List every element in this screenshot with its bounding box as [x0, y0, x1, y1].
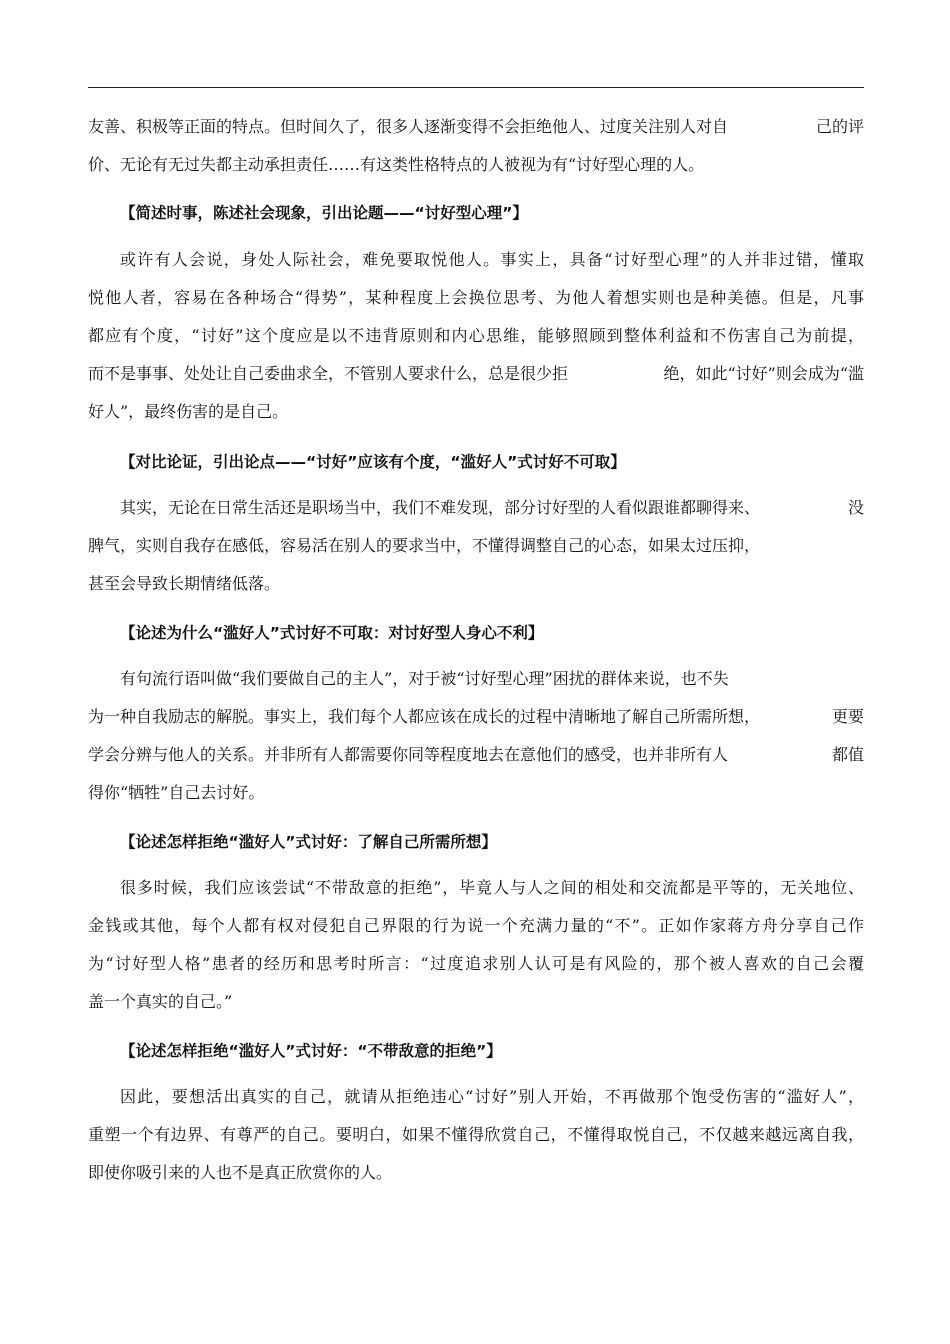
line-text: 重塑一个有边界、有尊严的自己。要明白，如果不懂得欣赏自己，不懂得取悦自己，不仅越来越远离自我，: [88, 1125, 864, 1144]
section-annotation: [120, 202, 528, 224]
line-text: 学会分辨与他人的关系。并非所有人都需要你同等程度地去在意他们的感受，也并非所有人: [88, 745, 729, 764]
line-text: 其实，无论在日常生活还是职场当中，我们不难发现，部分讨好型的人看似跟谁都聊得来、: [120, 498, 761, 517]
paragraph-line: [88, 706, 864, 728]
line-text: 甚至会导致长期情绪低落。: [88, 574, 281, 593]
line-text: 得你“牺牲”自己去讨好。: [88, 783, 265, 802]
section-annotation: [120, 451, 626, 473]
line-text: 为“讨好型人格”患者的经历和思考时所言：“过度追求别人认可是有风险的，那个被人喜欢的自己会覆: [88, 954, 864, 973]
line-text: 很多时候，我们应该尝试“不带敌意的拒绝”，毕竟人与人之间的相处和交流都是平等的，无关地位、: [120, 878, 864, 897]
paragraph-line: [88, 953, 864, 975]
line-text: 【简述时事，陈述社会现象，引出论题——“讨好型心理”】: [120, 204, 528, 222]
line-text-tail: 没: [847, 498, 864, 517]
paragraph-line: [88, 116, 864, 138]
section-annotation: [120, 1040, 502, 1062]
paragraph-line: [88, 401, 288, 423]
line-text: 好人”，最终伤害的是自己。: [88, 402, 289, 421]
line-text: 都应有个度，“讨好”这个度应是以不违背原则和内心思维，能够照顾到整体利益和不伤害自己为前提，: [88, 326, 864, 345]
paragraph-line: [120, 1086, 864, 1108]
line-text: 悦他人者，容易在各种场合“得势”，某种程度上会换位思考、为他人着想实则也是种美德。但是，凡事: [88, 288, 864, 307]
line-text: 金钱或其他，每个人都有权对侵犯自己界限的行为说一个充满力量的“不”。正如作家蒋方舟分享自己作: [88, 916, 864, 935]
line-text-tail: 己的评: [815, 117, 864, 136]
paragraph-line: [88, 573, 280, 595]
line-text: 即使你吸引来的人也不是真正欣赏你的人。: [88, 1163, 393, 1182]
paragraph-line: [88, 782, 264, 804]
line-text: 为一种自我励志的解脱。事实上，我们每个人都应该在成长的过程中清晰地了解自己所需所想，: [88, 707, 761, 726]
line-text: 脾气，实则自我存在感低，容易活在别人的要求当中，不懂得调整自己的心态，如果太过压抑，: [88, 536, 761, 555]
paragraph-line: [120, 497, 864, 519]
paragraph-line: [88, 1124, 864, 1146]
paragraph-line: [88, 363, 864, 385]
paragraph-line: [120, 877, 864, 899]
line-text: 有句流行语叫做“我们要做自己的主人”，对于被“讨好型心理”困扰的群体来说，也不失: [120, 669, 729, 688]
header-rule: [88, 87, 864, 88]
line-text-tail: 都值: [831, 745, 864, 764]
line-text: 【论述怎样拒绝“滥好人”式讨好：“不带敌意的拒绝”】: [120, 1042, 502, 1060]
line-text: 因此，要想活出真实的自己，就请从拒绝违心“讨好”别人开始，不再做那个饱受伤害的“滥好人”，: [120, 1087, 864, 1106]
line-text-tail: 更要: [831, 707, 864, 726]
section-annotation: [120, 831, 497, 853]
paragraph-line: [88, 744, 864, 766]
line-text-tail: 绝，如此“讨好”则会成为“滥: [663, 364, 864, 383]
line-text: 【论述为什么“滥好人”式讨好不可取：对讨好型人身心不利】: [120, 624, 544, 642]
line-text: 友善、积极等正面的特点。但时间久了，很多人逐渐变得不会拒绝他人、过度关注别人对自: [88, 117, 729, 136]
paragraph-line: [120, 668, 729, 690]
line-text: 盖一个真实的自己。”: [88, 992, 233, 1011]
section-annotation: [120, 622, 543, 644]
line-text: 价、无论有无过失都主动承担责任……有这类性格特点的人被视为有“讨好型心理的人。: [88, 155, 705, 174]
paragraph-line: [120, 249, 864, 271]
paragraph-line: [88, 287, 864, 309]
paragraph-line: [88, 154, 704, 176]
line-text: 【对比论证，引出论点——“讨好”应该有个度，“滥好人”式讨好不可取】: [120, 453, 626, 471]
paragraph-line: [88, 325, 864, 347]
paragraph-line: [88, 1162, 392, 1184]
line-text: 【论述怎样拒绝“滥好人”式讨好：了解自己所需所想】: [120, 833, 497, 851]
paragraph-line: [88, 915, 864, 937]
paragraph-line: [88, 535, 760, 557]
line-text: 或许有人会说，身处人际社会，难免要取悦他人。事实上，具备“讨好型心理”的人并非过错，懂取: [120, 250, 864, 269]
line-text: 而不是事事、处处让自己委曲求全，不管别人要求什么，总是很少拒: [88, 364, 569, 383]
paragraph-line: [88, 991, 232, 1013]
